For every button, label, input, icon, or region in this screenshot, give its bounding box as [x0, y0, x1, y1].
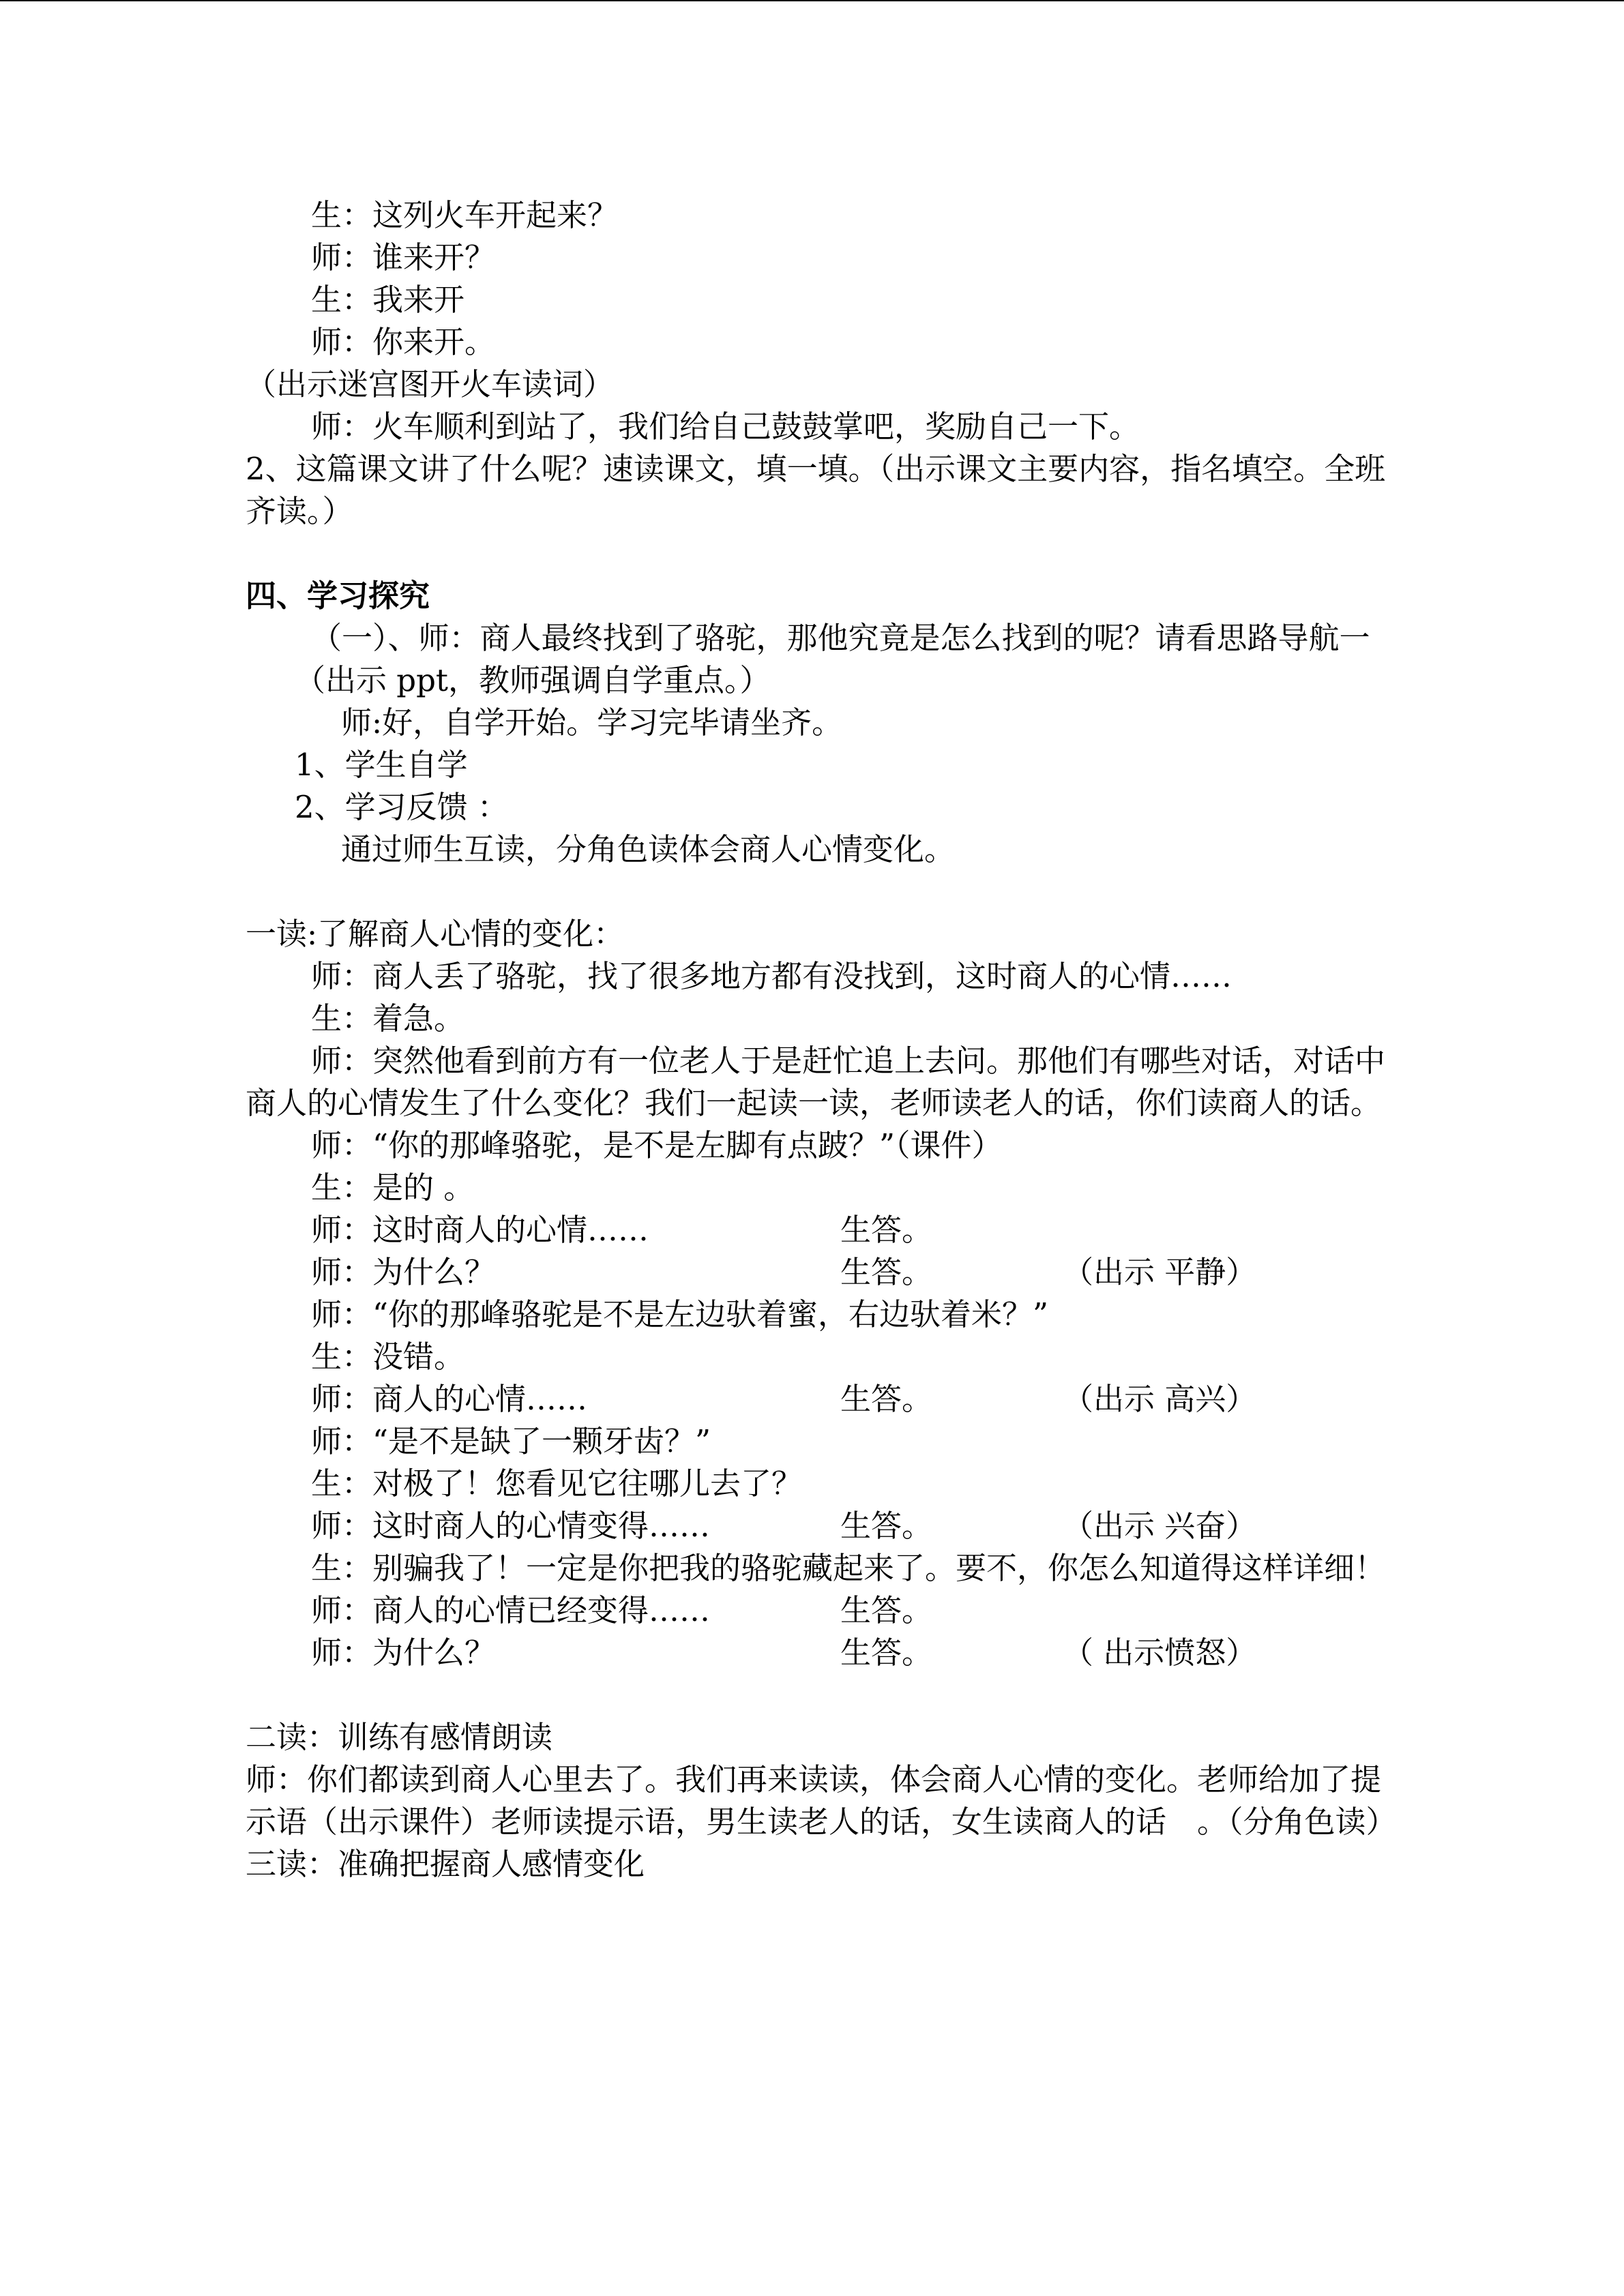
paragraph: 师：你们都读到商人心里去了。我们再来读读，体会商人心情的变化。老师给加了提示语（出示课件）老师读提示语，男生读老人的话，女生读商人的话 。（分角色读）: [246, 1761, 1397, 1840]
dialogue-line: 生：是的 。: [311, 1169, 475, 1206]
dialogue-row: 师：这时商人的心情…… 生答。: [311, 1212, 933, 1248]
paragraph: 通过师生互读，分角色读体会商人心情变化。: [341, 831, 956, 867]
document-body: [246, 194, 1405, 1885]
dialogue-line: 师:好，自学开始。学习完毕请坐齐。: [341, 704, 843, 741]
subsection-title: 三读：准确把握商人感情变化: [246, 1846, 645, 1882]
dialogue-line: 师：商人丢了骆驼，找了很多地方都有没找到，这时商人的心情……: [311, 958, 1232, 994]
paragraph: 师：突然他看到前方有一位老人于是赶忙追上去问。那他们有哪些对话，对话中商人的心情发生了什么变化？我们一起读一读，老师读老人的话，你们读商人的话。: [246, 1043, 1386, 1121]
dialogue-row: 师：为什么？ 生答。 （出示 平静）: [311, 1254, 1257, 1290]
dialogue-line: 师：“你的那峰骆驼是不是左边驮着蜜，右边驮着米？”: [311, 1296, 1049, 1332]
subsection-title: 二读：训练有感情朗读: [246, 1719, 553, 1755]
stage-note: （出示 ppt，教师强调自学重点。）: [295, 662, 771, 698]
dialogue-line: 师：火车顺利到站了，我们给自己鼓鼓掌吧，奖励自己一下。: [311, 408, 1140, 445]
section-heading: 四、学习探究: [246, 578, 430, 614]
dialogue-line: 师：你来开。: [311, 324, 496, 360]
dialogue-row: 师：商人的心情…… 生答。 （出示 高兴）: [311, 1381, 1257, 1417]
dialogue-line: 生：着急。: [311, 1000, 465, 1037]
paragraph: 生：别骗我了！一定是你把我的骆驼藏起来了。要不，你怎么知道得这样详细！: [311, 1550, 1386, 1586]
paragraph: 2、这篇课文讲了什么呢？速读课文，填一填。（出示课文主要内容，指名填空。全班齐读。）: [246, 451, 1386, 529]
dialogue-line: 生：这列火车开起来？: [311, 197, 619, 233]
list-item: 1、学生自学: [295, 747, 468, 783]
intro-text: （一）、师：商人最终找到了骆驼，那他究竟是怎么找到的呢？请看思路导航一: [311, 620, 1370, 656]
subsection-title: 一读:了解商人心情的变化：: [246, 916, 625, 952]
dialogue-row: 师：为什么？ 生答。 （ 出示愤怒）: [311, 1635, 1257, 1671]
list-item: 2、学习反馈 ：: [295, 789, 508, 825]
dialogue-row: 师：商人的心情已经变得…… 生答。: [311, 1592, 933, 1628]
dialogue-line: 师：谁来开？: [311, 239, 496, 275]
dialogue-line: 生：没错。: [311, 1339, 465, 1375]
stage-note: （出示迷宫图开火车读词）: [246, 366, 615, 402]
dialogue-line: 师：“你的那峰骆驼，是不是左脚有点跛？”（课件）: [311, 1127, 1003, 1163]
paragraph: [246, 617, 1405, 659]
dialogue-line: 生：对极了！您看见它往哪儿去了？: [311, 1465, 803, 1502]
dialogue-line: 生：我来开: [311, 282, 465, 318]
dialogue-row: 师：这时商人的心情变得…… 生答。 （出示 兴奋）: [311, 1508, 1257, 1544]
dialogue-line: 师：“是不是缺了一颗牙齿？”: [311, 1423, 711, 1459]
